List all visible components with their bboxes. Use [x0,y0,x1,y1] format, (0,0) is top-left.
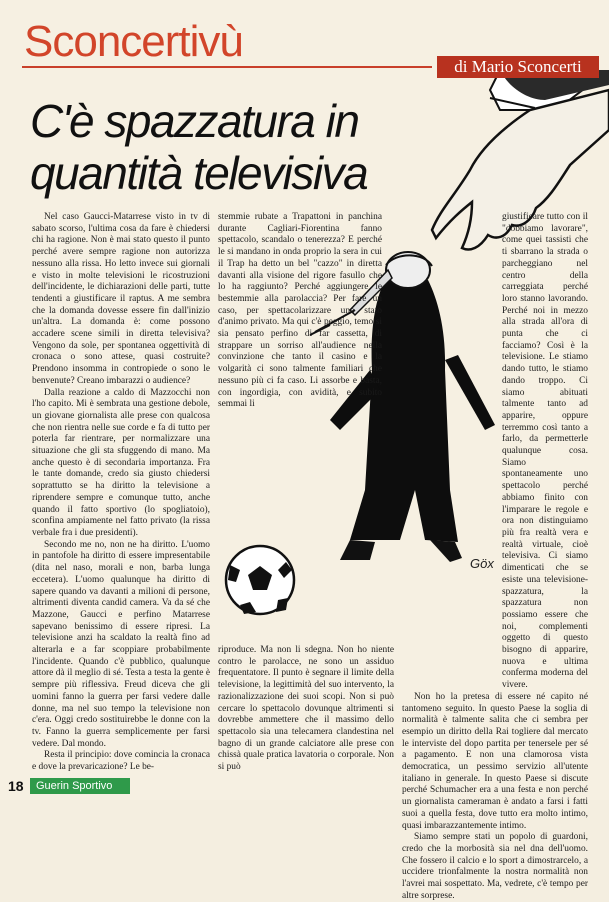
publication-tab: Guerin Sportivo [30,778,130,794]
author-byline: di Mario Sconcerti [437,56,599,78]
paragraph: Secondo me no, non ne ha diritto. L'uomo in pantofole ha diritto di essere impresentabile (dita nel naso, morali e non, barba lunga eccetera). L'uomo qualunque ha diritto di sapere quando va davanti a milioni di persone, altrimenti diventa candid camera. Va da sé che Mazzone, Gaucci e perfino Matarrese sapevano benissimo di essere ripresi. La televisione anzi ha scaldato la realtà fino ad alterarla e a far scoppiare probabilmente l'incidente. Quando c'è pubblico, qualunque attore dà il meglio di sé. Testa a testa la gente è sempre più riflessiva. Freud diceva che gli uomini fanno la guerra per farsi vedere dalle donne, ma nel suo tempo la televisione non c'era. Oggi credo sostituirebbe le donne con la tv. Fanno la guerra semplicemente per farsi vedere. Dal mondo. [32,539,210,749]
section-rubric: Sconcertivù [24,17,243,66]
article-column-3 [402,212,588,902]
page-number: 18 [8,778,24,794]
article-column-2-bottom [218,645,394,774]
paragraph: giustificare tutto con il "dobbiamo lavorare", come quei tassisti che ti sbarrano la strada o parcheggiano nel centro della carreggiata perché loro stanno lavorando. Perché noi in mezzo alla strada all'ora di punta che ci facciamo? Così è la televisione. Le stiamo dando tutto, le stiamo dando troppo. Ci siamo abituati talmente tanto ad apparire, oppure terremmo così tanto a farlo, da permetterle qualunque cosa. Siamo spontaneamente uno spettacolo perché abbiamo finito con l'imparare le regole e ora non distinguiamo più fra realtà vera e realtà virtuale, cioè televisiva. Ci siamo dimenticati che se esiste una televisione-spazzatura, la spazzatura non possiamo essere che noi, complementi oggetto di questo bisogno di apparire, nuova e ultima conferma moderna del vivere. [502,212,588,691]
paragraph: stemmie rubate a Trapattoni in panchina durante Cagliari-Fiorentina fanno spettacolo, scandalo o tenerezza? E perché le si mandano in onda proprio la sera in cui il Trap ha detto un bel "cazzo" in diretta davanti alla visione del rigore fasullo che lo ha raggiunto? Perché aggiungere le bestemmie alla parolaccia? Per fare un caso, per spettacolarizzare uno stato d'animo privato. Ma qui c'è peggio, temo si sia pensato perfino di far cassetta, di strappare un sorriso all'audience nella convinzione che tanto il casino e la volgarità ci sono talmente familiari che nessuno più ci fa caso. Li assorbe e basta, con ingordigia, con avidità, e subito semmai li [218,212,382,410]
paragraph: Nel caso Gaucci-Matarrese visto in tv di sabato scorso, l'ultima cosa da fare è chiedersi chi ha ragione. Non è mai stato questo il punto perché avere sempre ragione non autorizza nessuno alla rissa. Ho letto invece sui giornali e visto in molte televisioni le ricostruzioni dell'incidente, le dichiarazioni delle parti, tutte tendenti a giustificare il raptus. A me sembra che la domanda dovesse essere fin dall'inizio un'altra. La domanda è: come possono accadere scene simili in diretta televisiva? Vengono da sole, per spontanea oggettività di cronaca o sono attese, quasi costruite? Prendono insomma in contropiede o sono le benvenute? Creano imbarazzi o audience? [32,212,210,386]
soccer-ball-icon [226,546,294,614]
article-column-2-top [218,212,382,411]
paragraph: Dalla reazione a caldo di Mazzocchi non l'ho capito. Mi è sembrata una gestione debole, un giovane giornalista alle prese con qualcosa che non rientra nelle sue corde e fa di tutto per poterla far rientrare, per normalizzare una situazione che gli sta sfuggendo di mano. Ma anche questo è di secondaria importanza. Fra le tante domande, credo sia giusto chiedersi soprattutto se ha diritto la televisione a riprendere sempre e comunque tutto, anche quando il fatto sportivo (lo spogliatoio), sconfina ampiamente nel fatto privato (la rissa verbale fra i due presidenti). [32,387,210,538]
paragraph: Non ho la pretesa di essere né capito né tantomeno seguito. In questo Paese la soglia di normalità è talmente salita che ci sembra per esempio un diritto della Rai togliere dal mercato le interviste del dopo partita per tenersele per sé a pagamento. E non una clamorosa vista democratica, un pessimo servizio all'utente italiano in generale. In questo Paese si discute perché Schumacher era a una festa e non perché un giornalista cameraman è andato a farsi i fatti suoi a quella festa, dove tutto era molto intimo, quasi imbarazzantemente intimo. [402,691,588,831]
header-rule [22,66,432,68]
paragraph: Siamo sempre stati un popolo di guardoni, credo che la morbosità sia nel dna dell'uomo. Che fossero il calcio e lo sport a dimostrarcelo, a uccidere trionfalmente la nostra normalità non l'avrei mai sospettato. Ma, vedrete, c'è tempo per altre sorprese. [402,832,588,901]
artist-signature: Göx [470,556,494,571]
paragraph: Resta il principio: dove comincia la cronaca e dove la prevaricazione? Le be- [32,750,210,773]
article-column-1 [32,212,210,773]
paragraph: riproduce. Ma non li sdegna. Non ho niente contro le parolacce, ne sono un assiduo frequentatore. Il punto è segnare il limite della televisione, la legittimità del suo intervento, la razionalizzazione dei suoi scopi. Non si può cercare lo spettacolo dovunque altrimenti si dovrebbe ammettere che il massimo dello spettacolo sia una telecamera clandestina nel bagno di un grande calciatore alle prese con chissà quale pratica lavatoria o corporale. Non si può [218,645,394,773]
headline: C'è spazzatura in quantità televisiva [30,95,368,199]
